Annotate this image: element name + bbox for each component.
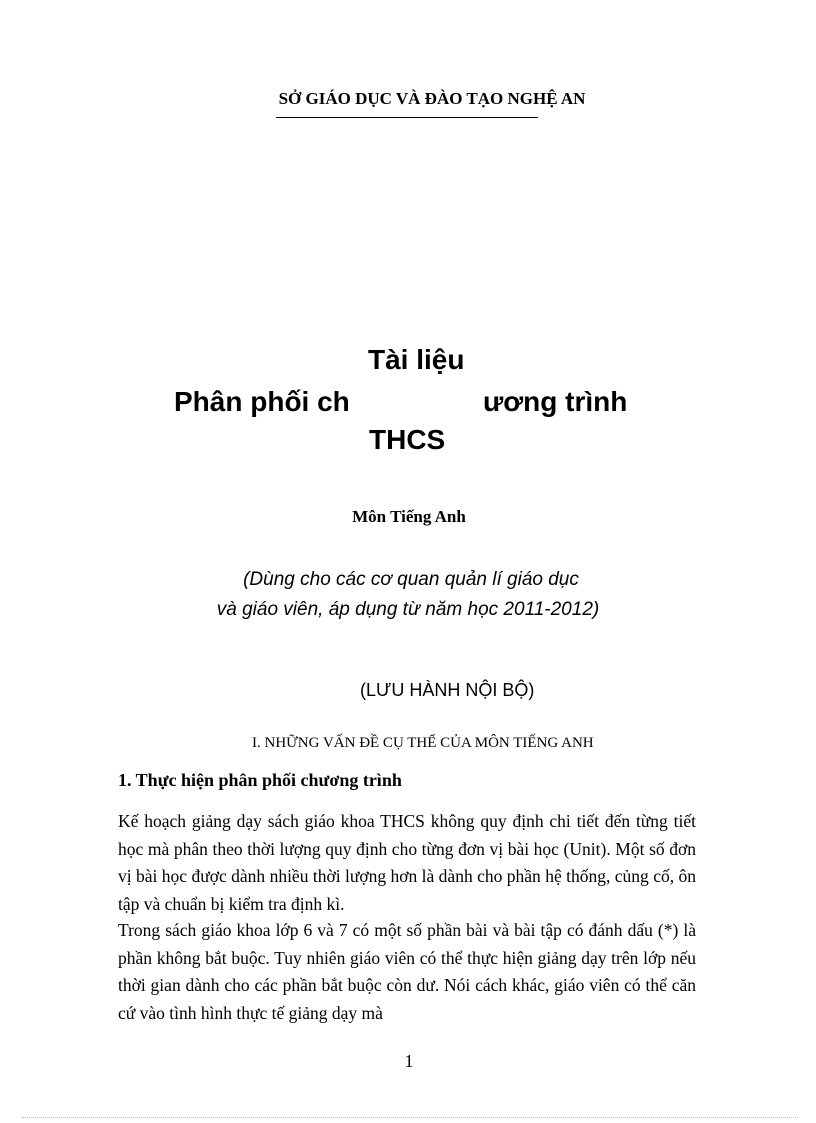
subsection-heading: 1. Thực hiện phân phối chương trình [118,770,402,790]
document-title-line-2-right: ương trình [483,386,628,417]
usage-note-line-1: (Dùng cho các cơ quan quản lí giáo dục [243,569,579,590]
section-heading: I. NHỮNG VẤN ĐỀ CỤ THỂ CỦA MÔN TIẾNG ANH [252,735,594,751]
document-title-line-1: Tài liệu [368,344,465,375]
body-paragraph: Trong sách giáo khoa lớp 6 và 7 có một số phần bài và bài tập có đánh dấu (*) là phần không bắt buộc. Tuy nhiên giáo viên có thể thực hiện giảng dạy trên lớp nếu thời gian dành cho các phần bắt buộc còn dư. Nói cách khác, giáo viên có thể căn cứ vào tình hình thực tế giảng dạy mà [118,920,696,1023]
usage-note-line-2: và giáo viên, áp dụng từ năm học 2011-2012) [216,599,600,620]
circulation-notice: (LƯU HÀNH NỘI BỘ) [360,680,535,700]
header-underline [276,117,538,118]
department-header: SỞ GIÁO DỤC VÀ ĐÀO TẠO NGHỆ AN [278,89,586,108]
document-title-line-2-left: Phân phối ch [174,386,350,417]
page-bottom-border [22,1117,798,1118]
body-paragraph: Kế hoạch giảng dạy sách giáo khoa THCS không quy định chi tiết đến từng tiết học mà phân theo thời lượng quy định cho từng đơn vị bài học (Unit). Một số đơn vị bài học được dành nhiều thời lượng hơn là dành cho phần hệ thống, củng cố, ôn tập và chuẩn bị kiểm tra định kì. [118,811,696,914]
subject-label: Môn Tiếng Anh [352,507,466,526]
document-title-line-3: THCS [369,424,446,455]
page-number: 1 [404,1051,414,1071]
